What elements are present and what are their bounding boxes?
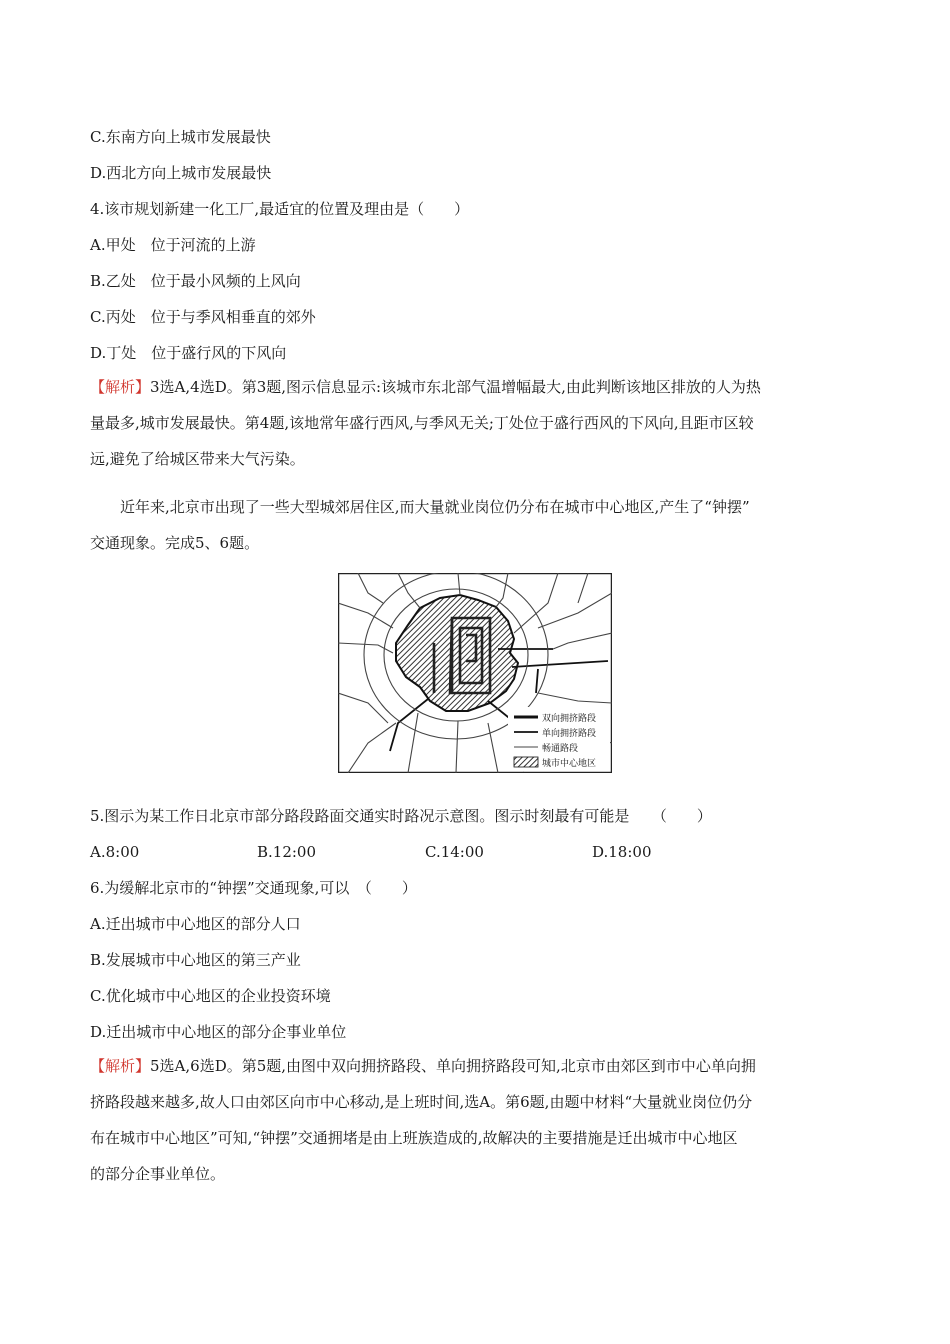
question-4-option-a: A.甲处 位于河流的上游 [90, 236, 256, 254]
beijing-traffic-map [338, 573, 612, 773]
question-6-option-a: A.迁出城市中心地区的部分人口 [90, 915, 301, 933]
analysis-5-6 [90, 1048, 860, 1192]
question-4-stem: 4.该市规划新建一化工厂,最适宜的位置及理由是（ ） [90, 200, 470, 218]
question-4-option-d: D.丁处 位于盛行风的下风向 [90, 344, 287, 362]
analysis-text-line: 3选A,4选D。第3题,图示信息显示:该城市东北部气温增幅最大,由此判断该地区排放的人为热 [150, 378, 761, 396]
question-5-stem: 5.图示为某工作日北京市部分路段路面交通实时路况示意图。图示时刻最有可能是 （ ） [90, 807, 712, 825]
question-4-option-c: C.丙处 位于与季风相垂直的郊外 [90, 308, 316, 326]
question-4-option-b: B.乙处 位于最小风频的上风向 [90, 272, 301, 290]
analysis-tag: 【解析】 [90, 378, 151, 396]
analysis-text-line: 的部分企事业单位。 [90, 1165, 226, 1183]
traffic-map-svg [338, 573, 612, 773]
option-d: D.西北方向上城市发展最快 [90, 164, 272, 182]
intro-line: 交通现象。完成5、6题。 [90, 534, 260, 552]
analysis-text-line: 挤路段越来越多,故人口由郊区向市中心移动,是上班时间,选A。第6题,由题中材料“大量就业岗位仍分 [90, 1093, 753, 1111]
legend-center-label: 城市中心地区 [542, 759, 597, 769]
question-5-option-a: A.8:00 [90, 843, 140, 861]
legend-two-way-label: 双向拥挤路段 [542, 714, 597, 724]
question-6-option-b: B.发展城市中心地区的第三产业 [90, 951, 301, 969]
legend-one-way-label: 单向拥挤路段 [542, 729, 597, 739]
analysis-3-4 [90, 369, 860, 477]
question-5-option-d: D.18:00 [592, 843, 652, 861]
intro-line: 近年来,北京市出现了一些大型城郊居住区,而大量就业岗位仍分布在城市中心地区,产生了“钟摆” [120, 498, 750, 516]
analysis-text-line: 布在城市中心地区”可知,“钟摆”交通拥堵是由上班族造成的,故解决的主要措施是迁出城市中心地区 [90, 1129, 738, 1147]
question-6-option-d: D.迁出城市中心地区的部分企事业单位 [90, 1023, 347, 1041]
map-legend [508, 707, 610, 771]
question-6-option-c: C.优化城市中心地区的企业投资环境 [90, 987, 331, 1005]
question-5-option-c: C.14:00 [425, 843, 484, 861]
analysis-text-line: 远,避免了给城区带来大气污染。 [90, 450, 305, 468]
question-5-options [90, 843, 790, 863]
legend-smooth-label: 畅通路段 [542, 744, 579, 754]
analysis-tag: 【解析】 [90, 1057, 151, 1075]
option-c: C.东南方向上城市发展最快 [90, 128, 271, 146]
question-5-option-b: B.12:00 [257, 843, 317, 861]
analysis-text-line: 量最多,城市发展最快。第4题,该地常年盛行西风,与季风无关;丁处位于盛行西风的下风向,且距市区较 [90, 414, 754, 432]
material-intro [90, 489, 860, 561]
legend-center-swatch [514, 757, 538, 767]
question-6-stem: 6.为缓解北京市的“钟摆”交通现象,可以 （ ） [90, 879, 417, 897]
analysis-text-line: 5选A,6选D。第5题,由图中双向拥挤路段、单向拥挤路段可知,北京市由郊区到市中心单向拥 [150, 1057, 756, 1075]
